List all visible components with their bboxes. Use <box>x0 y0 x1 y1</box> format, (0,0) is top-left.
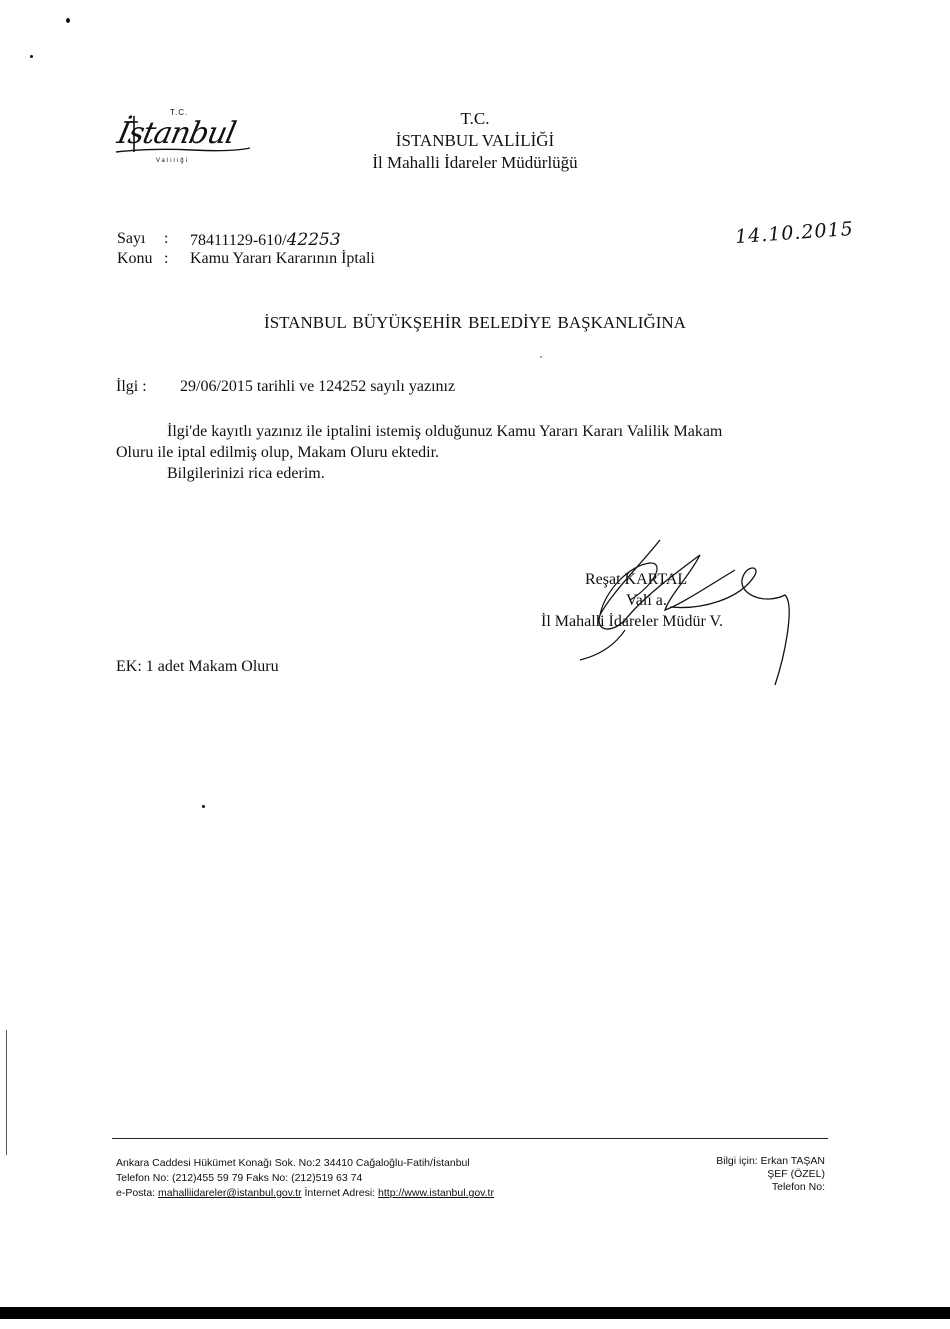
logo-sub-text: Valiliği <box>156 158 189 164</box>
addressee: İSTANBUL BÜYÜKŞEHİR BELEDİYE BAŞKANLIĞINA <box>264 313 686 332</box>
footer-contact <box>116 1187 494 1200</box>
ilgi-value: 29/06/2015 tarihli ve 124252 sayılı yazınız <box>180 378 456 395</box>
footer-email-label: e-Posta: <box>116 1187 156 1199</box>
footer-info-label: Bilgi için: Erkan TAŞAN <box>716 1155 825 1167</box>
signatory-name: Reşat KARTAL <box>585 571 688 588</box>
attachment-note: EK: 1 adet Makam Oluru <box>116 658 279 675</box>
ilgi-label: İlgi : <box>116 378 147 395</box>
scan-speck <box>540 356 542 358</box>
footer-info-phone: Telefon No: <box>771 1181 825 1193</box>
sayi-colon: : <box>164 230 169 247</box>
footer-info-block <box>716 1155 825 1194</box>
signatory-title-2: İl Mahalli İdareler Müdür V. <box>541 613 724 630</box>
scan-speck <box>202 805 205 808</box>
sayi-number-printed: 78411129-610/ <box>190 232 287 249</box>
footer-web-link[interactable]: http://www.istanbul.gov.tr <box>378 1187 494 1199</box>
footer-address: Ankara Caddesi Hükümet Konağı Sok. No:2 34410 Cağaloğlu-Fatih/İstanbul <box>116 1157 470 1169</box>
scan-speck <box>30 55 33 58</box>
body-line-1: İlgi'de kayıtlı yazınız ile iptalini istemiş olduğunuz Kamu Yararı Kararı Valilik Makam <box>167 423 723 440</box>
footer-info-title: ŞEF (ÖZEL) <box>767 1168 825 1180</box>
scan-edge-line <box>6 1030 7 1155</box>
sayi-label <box>117 230 169 248</box>
footer-divider <box>112 1138 828 1139</box>
footer-email-link[interactable]: mahalliidareler@istanbul.gov.tr <box>158 1187 302 1199</box>
footer-phone: Telefon No: (212)455 59 79 Faks No: (212)519 63 74 <box>116 1172 363 1184</box>
handwritten-signature-icon <box>570 535 800 695</box>
konu-label <box>117 250 169 268</box>
header-directorate: İl Mahalli İdareler Müdürlüğü <box>372 153 578 172</box>
logo-script-text: İstanbul <box>114 116 239 151</box>
header-governorship: İSTANBUL VALİLİĞİ <box>395 131 555 150</box>
footer-web-label: İnternet Adresi: <box>304 1187 376 1199</box>
signatory-title-1: Vali a. <box>626 592 667 609</box>
sayi-label-text: Sayı <box>117 230 146 247</box>
scan-bottom-edge <box>0 1307 950 1319</box>
konu-label-text: Konu <box>117 250 153 267</box>
sayi-number-handwritten: 42253 <box>286 230 341 250</box>
scan-speck <box>66 18 70 23</box>
header-tc: T.C. <box>460 109 490 128</box>
konu-value: Kamu Yararı Kararının İptali <box>190 250 375 267</box>
logo-tc-text: T.C. <box>170 108 189 117</box>
handwritten-date: 14.10.2015 <box>734 217 855 249</box>
body-line-3: Bilgilerinizi rica ederim. <box>167 465 325 482</box>
body-line-2: Oluru ile iptal edilmiş olup, Makam Oluru ektedir. <box>116 444 440 461</box>
konu-colon: : <box>164 250 169 267</box>
sayi-value <box>190 230 341 250</box>
